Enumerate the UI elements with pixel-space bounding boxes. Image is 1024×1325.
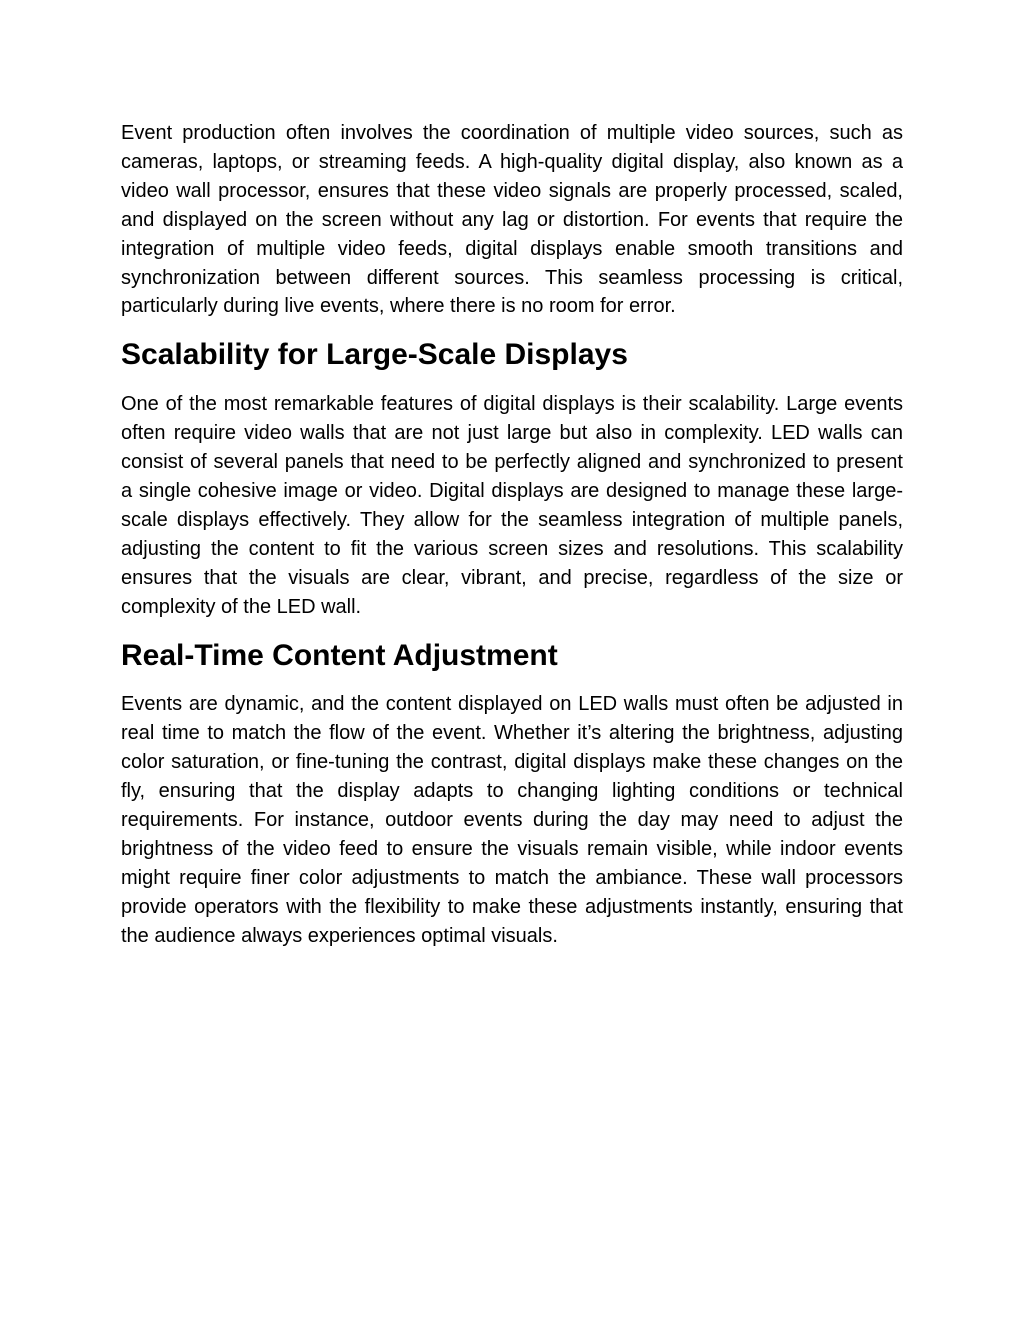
paragraph-video-processing: Event production often involves the coordination of multiple video sources, such as cameras, laptops, or streaming feeds. A high-quality digital display, also known as a video wall processor, ensures that these video signals are properly processed, scaled, and displayed on the screen without any lag or distortion. For events that require the integration of multiple video feeds, digital displays enable smooth transitions and synchronization between different sources. This seamless processing is critical, particularly during live events, where there is no room for error. (121, 122, 903, 318)
heading-scalability: Scalability for Large-Scale Displays (121, 338, 628, 372)
paragraph-scalability: One of the most remarkable features of digital displays is their scalability. Large events often require video walls that are not just large but also in complexity. LED walls can consist of several panels that need to be perfectly aligned and synchronized to present a single cohesive image or video. Digital displays are designed to manage these large-scale displays effectively. They allow for the seamless integration of multiple panels, adjusting the content to fit the various screen sizes and resolutions. This scalability ensures that the visuals are clear, vibrant, and precise, regardless of the size or complexity of the LED wall. (121, 393, 903, 618)
heading-real-time-adjustment: Real-Time Content Adjustment (121, 638, 558, 672)
paragraph-real-time-adjustment: Events are dynamic, and the content displayed on LED walls must often be adjusted in real time to match the flow of the event. Whether it’s altering the brightness, adjusting color saturation, or fine-tuning the contrast, digital displays make these changes on the fly, ensuring that the display adapts to changing lighting conditions or technical requirements. For instance, outdoor events during the day may need to adjust the brightness of the video feed to ensure the visuals remain visible, while indoor events might require finer color adjustments to match the ambiance. These wall processors provide operators with the flexibility to make these adjustments instantly, ensuring that the audience always experiences optimal visuals. (121, 693, 903, 947)
document-page (121, 119, 903, 971)
